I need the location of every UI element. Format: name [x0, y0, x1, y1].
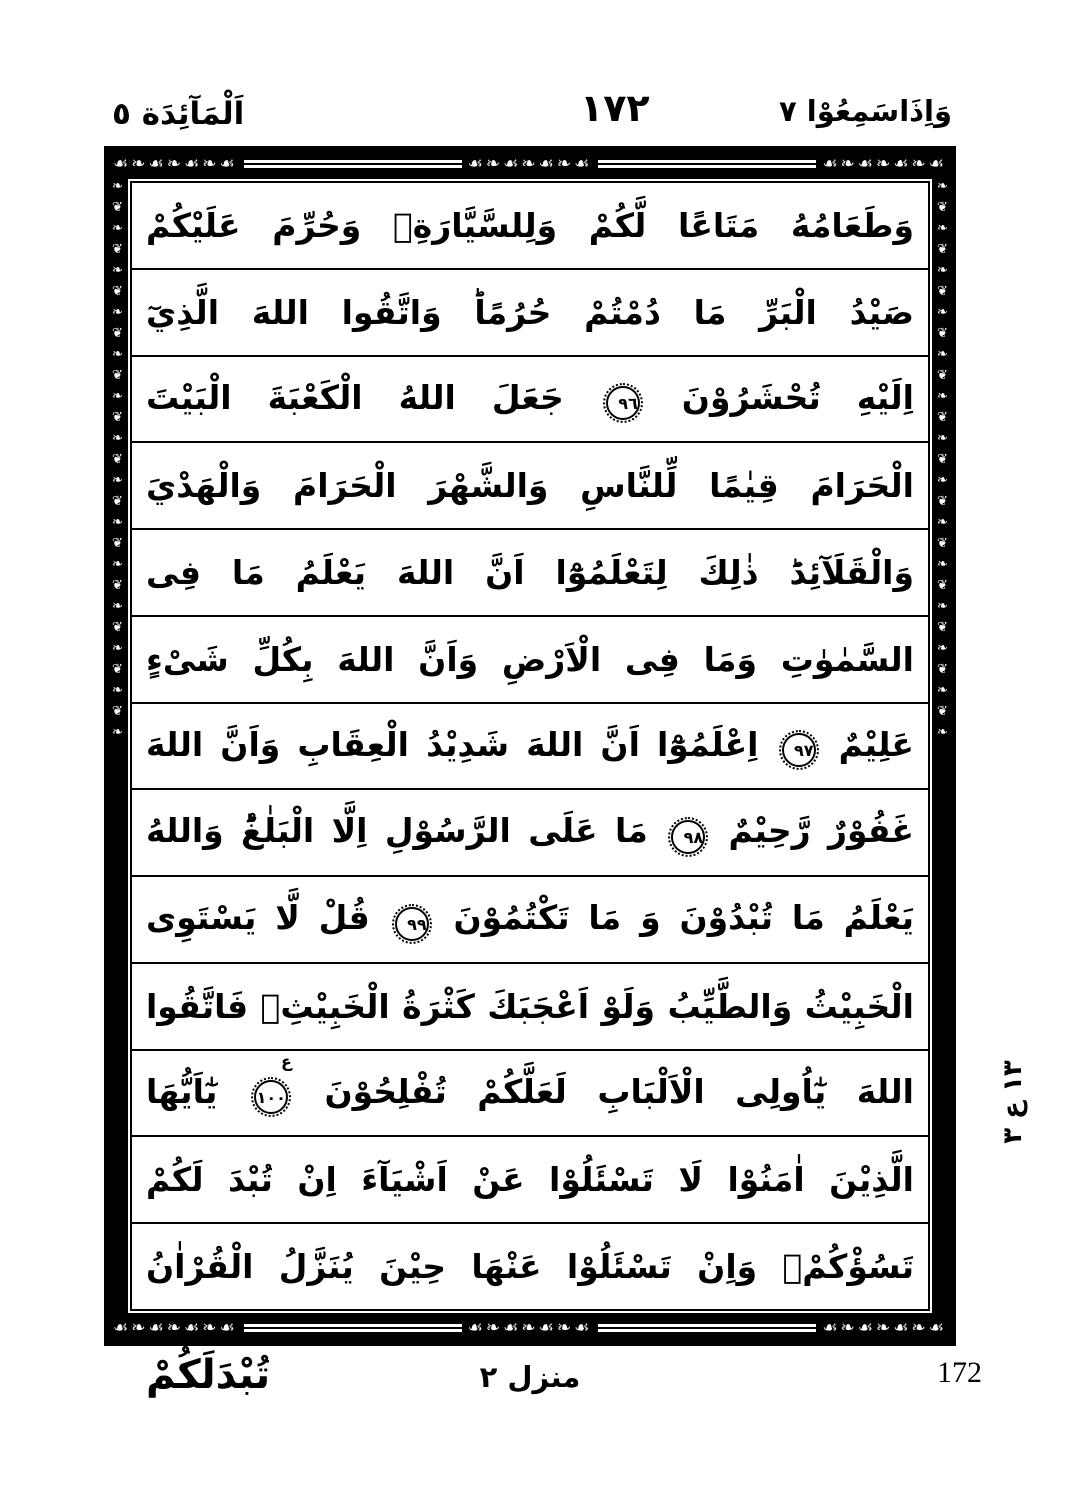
- catchword: تُبْدَلَكُمْ: [146, 1352, 271, 1398]
- verse-end-medallion: [606, 378, 640, 420]
- quran-line-text: [132, 898, 928, 941]
- quran-line: [132, 443, 928, 530]
- verse-end-medallion: [395, 899, 429, 941]
- quran-line: [132, 270, 928, 357]
- decorative-border-right: [932, 179, 953, 1313]
- vine-ornament: [816, 1313, 953, 1343]
- decorative-border-top: [107, 149, 953, 179]
- verse-end-medallion: [254, 1052, 292, 1114]
- double-rule-ornament: [244, 1323, 462, 1333]
- vine-ornament: [816, 149, 953, 179]
- quran-text-block: [130, 181, 930, 1311]
- juz-name-label: وَاِذَاسَمِعُوْا ٧: [778, 94, 952, 128]
- quran-line: [132, 704, 928, 791]
- ayah-text: الْخَبِيْثُ وَالطَّيِّبُ وَلَوْ اَعْجَبَكَ كَثْرَةُ الْخَبِيْثِۚ فَاتَّقُوا: [146, 986, 914, 1026]
- quran-line: [132, 1051, 928, 1138]
- ayah-text: اللهَ يٰٓاُولِى الْاَلْبَابِ لَعَلَّكُمْ تُفْلِحُوْنَ: [324, 1071, 914, 1111]
- decorative-frame: [104, 146, 956, 1346]
- ayah-text: تَسُؤْكُمْۚ وَاِنْ تَسْئَلُوْا عَنْهَا حِيْنَ يُنَزَّلُ الْقُرْاٰنُ: [146, 1247, 914, 1287]
- vine-ornament: [462, 1313, 599, 1343]
- quran-line-text: [132, 725, 928, 768]
- verse-number: ١٠٠: [254, 1080, 288, 1114]
- quran-line-text: [132, 1052, 928, 1115]
- verse-number: ٩٦: [606, 386, 640, 420]
- verse-number: ٩٧: [782, 733, 816, 767]
- verse-end-medallion: [782, 725, 816, 767]
- quran-line: [132, 790, 928, 877]
- ayah-text: يٰٓاَيُّهَا: [146, 1071, 218, 1111]
- verse-end-medallion: [671, 812, 705, 854]
- vine-ornament: [107, 149, 244, 179]
- quran-line: [132, 877, 928, 964]
- vine-ornament: [462, 149, 599, 179]
- ayah-text: غَفُوْرٌ رَّحِيْمٌ: [728, 811, 914, 851]
- quran-line-text: [132, 206, 928, 245]
- quran-line-text: [132, 987, 928, 1026]
- page-number-arabic: ١٧٢: [580, 86, 650, 130]
- quran-line-text: [132, 553, 928, 592]
- ayah-text: الْحَرَامَ قِيٰمًا لِّلنَّاسِ وَالشَّهْرَ الْحَرَامَ وَالْهَدْيَ: [146, 466, 914, 506]
- quran-line-text: [132, 466, 928, 505]
- quran-line-text: [132, 378, 928, 421]
- ayah-text: قُلْ لَّا يَسْتَوِى: [146, 898, 370, 938]
- surah-name-label: اَلْمَآئِدَة ٥: [112, 96, 245, 132]
- quran-line: [132, 617, 928, 704]
- double-rule-ornament: [598, 1323, 816, 1333]
- page-number: 172: [937, 1356, 982, 1389]
- verse-number: ٩٩: [395, 907, 429, 941]
- quran-line-text: [132, 1247, 928, 1286]
- decorative-border-bottom: [107, 1313, 953, 1343]
- quran-line: [132, 964, 928, 1051]
- ayah-text: عَلِيْمٌ: [838, 724, 914, 764]
- ayah-text: اِلَيْهِ تُحْشَرُوْنَ: [681, 377, 914, 417]
- quran-line-text: [132, 1160, 928, 1199]
- quran-line: [132, 183, 928, 270]
- quran-line: [132, 357, 928, 444]
- quran-line-text: [132, 640, 928, 679]
- quran-line: [132, 1137, 928, 1224]
- ayah-text: اِعْلَمُوْٓا اَنَّ اللهَ شَدِيْدُ الْعِقَابِ وَاَنَّ اللهَ: [146, 724, 759, 764]
- double-rule-ornament: [598, 159, 816, 169]
- ayah-text: جَعَلَ اللهُ الْكَعْبَةَ الْبَيْتَ: [146, 377, 564, 417]
- manzil-label: منزل ٢: [479, 1360, 581, 1394]
- ayah-text: السَّمٰوٰتِ وَمَا فِى الْاَرْضِ وَاَنَّ اللهَ بِكُلِّ شَىْءٍ: [146, 639, 914, 679]
- ayah-text: مَا عَلَى الرَّسُوْلِ اِلَّا الْبَلٰغُؕ وَاللهُ: [146, 811, 648, 851]
- ayah-text: يَعْلَمُ مَا تُبْدُوْنَ وَ مَا تَكْتُمُوْنَ: [453, 898, 914, 938]
- ruku-ain-mark: ع: [280, 1052, 292, 1072]
- quran-line-text: [132, 811, 928, 854]
- verse-number: ٩٨: [671, 820, 705, 854]
- quran-line: [132, 1224, 928, 1309]
- ayah-text: وَالْقَلَآئِدَؕ ذٰلِكَ لِتَعْلَمُوْٓا اَنَّ اللهَ يَعْلَمُ مَا فِى: [146, 552, 914, 592]
- vine-ornament: [107, 1313, 244, 1343]
- double-rule-ornament: [244, 159, 462, 169]
- ayah-text: الَّذِيْنَ اٰمَنُوْا لَا تَسْئَلُوْا عَنْ اَشْيَآءَ اِنْ تُبْدَ لَكُمْ: [146, 1160, 914, 1200]
- ayah-text: وَطَعَامُهُ مَتَاعًا لَّكُمْ وَلِلسَّيَّارَةِۚ وَحُرِّمَ عَلَيْكُمْ: [146, 205, 914, 245]
- quran-line-text: [132, 293, 928, 332]
- decorative-border-left: [107, 179, 128, 1313]
- quran-line: [132, 530, 928, 617]
- ayah-text: صَيْدُ الْبَرِّ مَا دُمْتُمْ حُرُمًاؕ وَاتَّقُوا اللهَ الَّذِيٓ: [146, 292, 914, 332]
- ruku-margin-marker: ١٣ ع ٣: [998, 1060, 1028, 1144]
